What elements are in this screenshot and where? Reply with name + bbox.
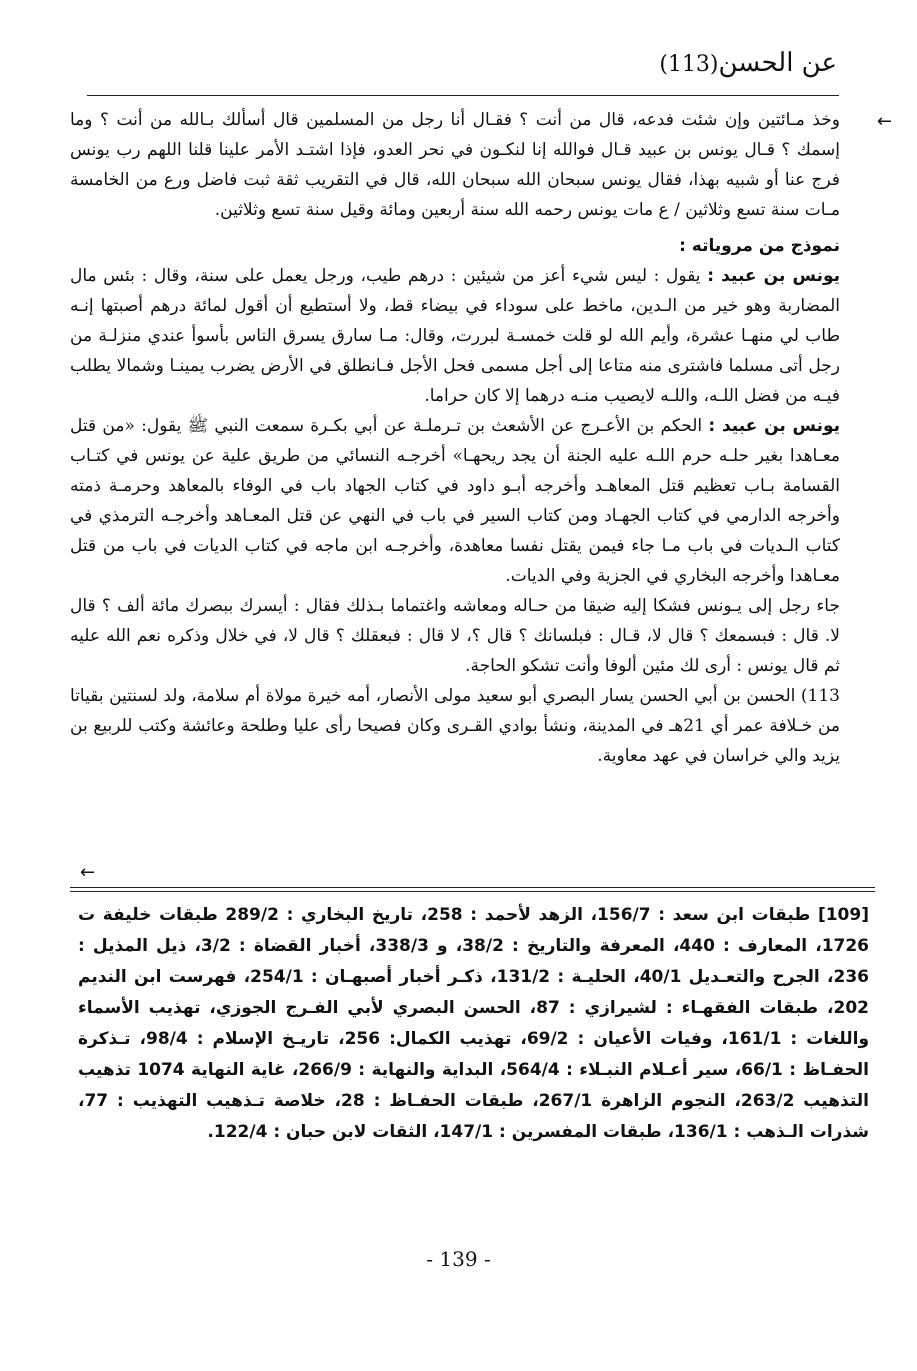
page-number: - 139 - (426, 1247, 491, 1271)
continuation-arrow-icon: ← (876, 111, 892, 132)
narrator-name: يونس بن عبيد : (707, 266, 840, 286)
footnote-number: 113) (800, 686, 840, 706)
separator-rule (70, 887, 875, 895)
references-text: [109] طبقات ابن سعد : 156/7، الزهد لأحمد : 258، تاريخ البخاري : 289/2 طبقات خليفة ت 1726، المعارف : 440، المعرفة والتاريخ : 38/2، و 338/3، أخبار القضاة : 3/2، ذيل المذيل : 236، الجرح والتعـديل 40/1، الحليـة : 131/2، ذكـر أخبار أصبهـان : 254/1، فهرست ابن النديم 202، طبقات الفقهـاء : لشيرازي : 87، الحسن البصري لأبي الفـرج الجوزي، تهذيب الأسماء واللغات : 161/1، وفيات الأعيان : 69/2، تهذيب الكمال: 256، تاريـخ الإسلام : 98/4، تـذكرة الحفـاظ : 66/1، سير أعـلام النبـلاء : 564/4، البداية والنهاية : 266/9، غاية النهاية 1074 تذهيب التذهيب 263/2، النجوم الزاهرة 267/1، طبقات الحفـاظ : 28، خلاصة تـذهيب التهذيب : 77، شذرات الـذهب : 136/1، طبقات المفسرين : 147/1، الثقات لابن حبان : 122/4. (78, 905, 870, 1142)
continuation-arrow-end-icon: ← (80, 862, 96, 883)
paragraph-narration-1 (70, 261, 840, 411)
header-rule (87, 95, 839, 96)
header-title: عن الحسن (718, 48, 837, 78)
paragraph-continuation: وخذ مـائتين وإن شئت فدعه، قال من أنت ؟ فقـال أنا رجل من المسلمين قال أسألك بـالله من أنت ؟ وما إسمك ؟ قـال يونس بن عبيد قـال فوالله إنا لنكـون في نحر العدو، فإذا اشتـد الأمر علينا قلنا اللهم رب يونس فرج عنا أو شبيه بهذا، فقال يونس سبحان الله سبحان الله، قال في التقريب ثقة ثبت فاضل ورع من الخامسة مـات سنة تسع وثلاثين / ع مات يونس رحمه الله سنة أربعين ومائة وقيل سنة تسع وثلاثين. (70, 110, 840, 220)
narration-text: يقول : ليس شيء أعز من شيئين : درهم طيب، ورجل يعمل على سنة، وقال : بئس مال المضاربة وهو خير من الـدين، ماخط على سوداء في بيضاء قط، ولا أستطيع أن أقول لمائة درهم أصبتها إنـه طاب لي منهـا عشرة، وأيم الله لو قلت خمسـة لبررت، وقال: مـا سارق يسرق الناس بأسوأ عندي منزلـة من رجل أتى مسلما فاشترى منه متاعا إلى أجل مسمى فحل الأجل فـانطلق في الأرض يضرب يمينـا وشمالا يطلب فيـه من فضل اللـه، واللـه لايصيب منـه درهما إلا كان حراما. (70, 266, 840, 406)
main-text (70, 105, 892, 771)
page-header (659, 48, 837, 78)
references-block (78, 900, 869, 1148)
narrator-name: يونس بن عبيد : (708, 416, 840, 436)
paragraph-narration-2 (70, 411, 840, 591)
narration-text: الحكم بن الأعـرج عن الأشعث بن تـرملـة عن أبي بكـرة سمعت النبي ﷺ يقول: «من قتل معـاهدا بغير حلـه حرم اللـه عليه الجنة أن يجد ريحهـا» أخرجـه النسائي من طريق علية عن يونس في كتـاب القسامة بـاب تعظيم قتل المعاهـد وأخرجه أبـو داود في كتاب الجهاد باب في الوفاء بالمعاهد وحرمـة ذمته وأخرجه الدارمي في كتاب الجهـاد ومن كتاب السير في باب في النهي عن قتل المعـاهد وأخرجـه الترمذي في كتاب الـديات في باب مـا جاء فيمن يقتل نفسا معاهدة، وأخرجـه ابن ماجه في كتاب الديات في باب من قتل معـاهدا وأخرجه البخاري في الجزية وفي الديات. (70, 416, 841, 586)
header-footnote-ref: (113) (659, 52, 719, 77)
footnote-text: الحسن بن أبي الحسن يسار البصري أبو سعيد مولى الأنصار، أمه خيرة مولاة أم سلامة، ولد لسنتين بقياتا من خـلافة عمر أي 21هـ في المدينة، ونشأ بوادي القـرى وكان فصيحا رأى عليا وطلحة وعائشة وكتب للربيع بن يزيد والي خراسان في عهد معاوية. (70, 686, 840, 766)
section-heading: نموذج من مروياته : (679, 236, 840, 256)
paragraph-anecdote: جاء رجل إلى يـونس فشكا إليه ضيقا من حـاله ومعاشه واغتماما بـذلك فقال : أيسرك ببصرك مائة ألف ؟ قال لا. قال : فبسمعك ؟ قال لا، قـال : فبلسانك ؟ قال ؟، لا قال : فبعقلك ؟ قال لا، في خلال وذكره نعم الله عليه ثم قال يونس : أرى لك مئين ألوفا وأنت تشكو الحاجة. (70, 596, 840, 676)
footnote (70, 681, 840, 771)
